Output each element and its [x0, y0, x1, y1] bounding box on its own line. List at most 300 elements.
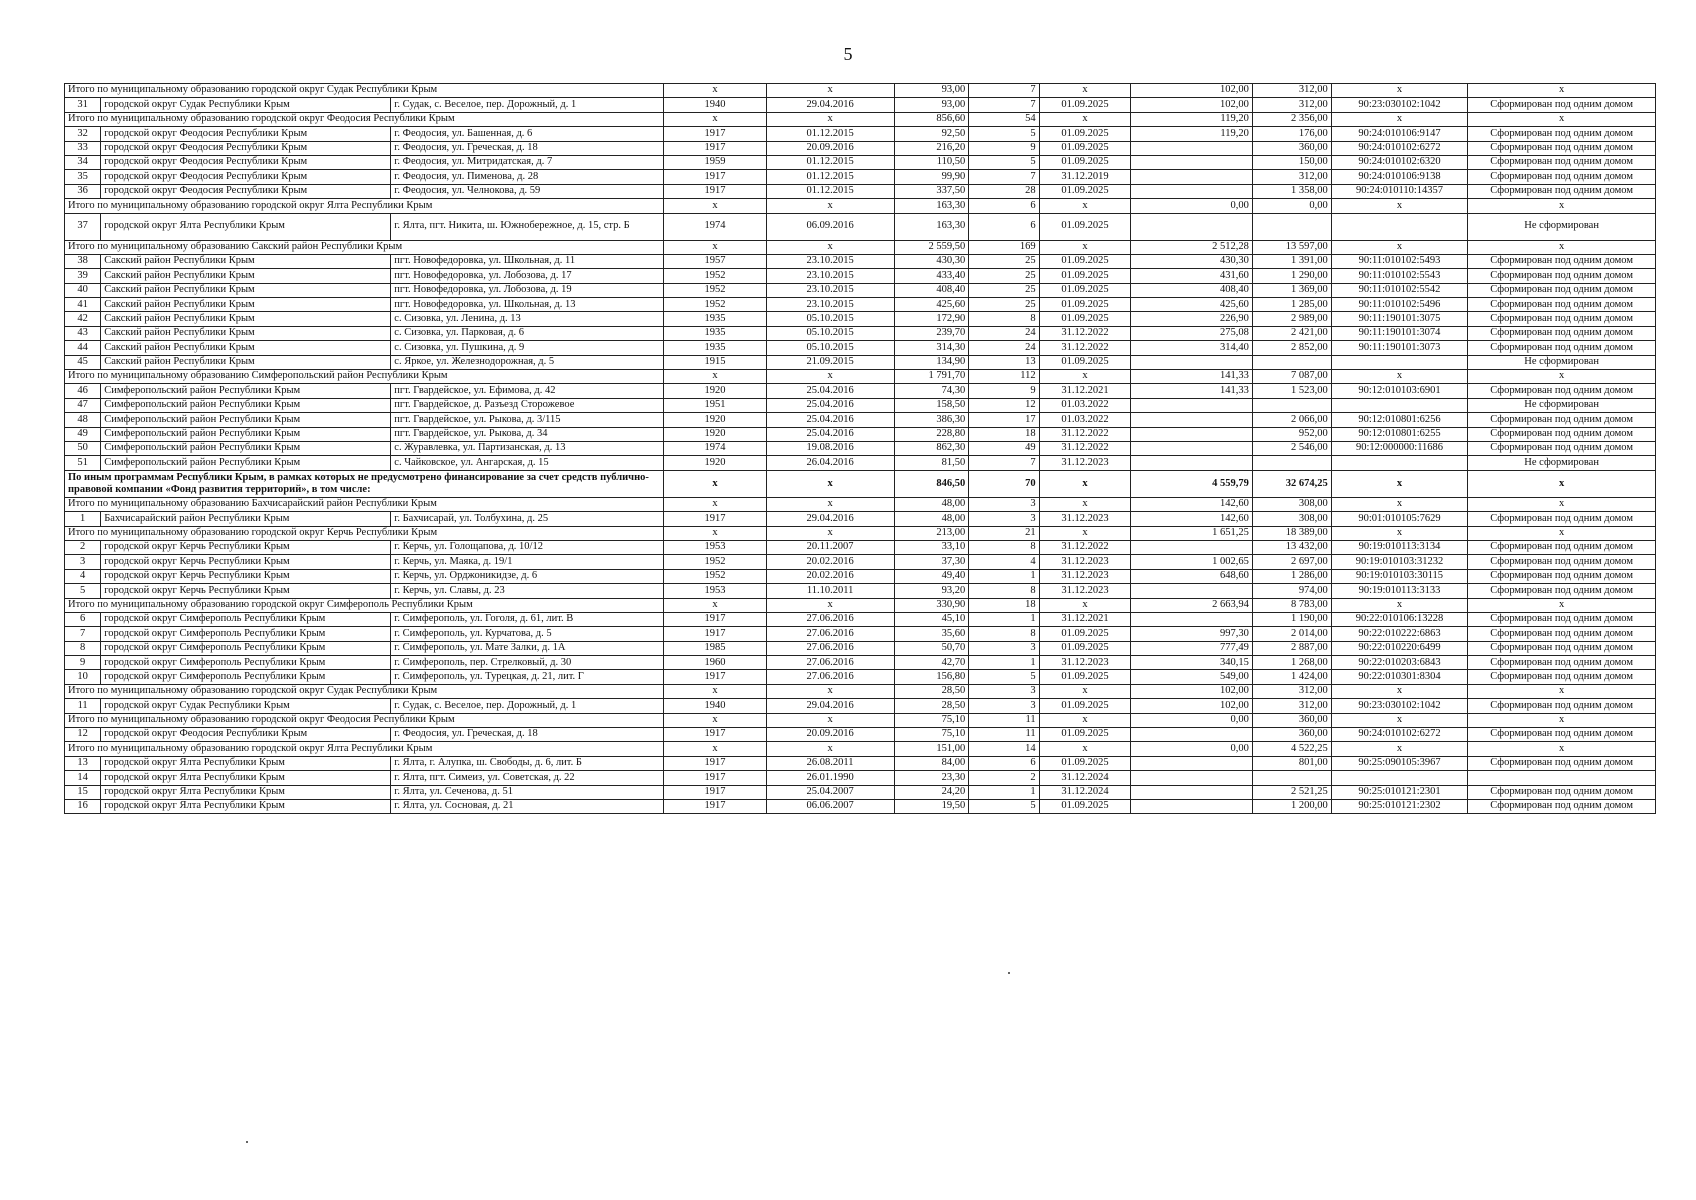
area-cell: 158,50: [894, 398, 969, 412]
row-number-cell: 50: [65, 441, 101, 455]
table-row: [65, 141, 1656, 155]
date-cell: x: [766, 684, 894, 698]
area-cell: 48,00: [894, 512, 969, 526]
value-cell: [1252, 355, 1331, 369]
residents-cell: 11: [969, 713, 1039, 727]
value-cell: 102,00: [1131, 84, 1253, 98]
year-cell: x: [664, 684, 766, 698]
row-number-cell: 15: [65, 785, 101, 799]
value-cell: 360,00: [1252, 728, 1331, 742]
planned-date-cell: 01.09.2025: [1039, 627, 1131, 641]
municipality-cell: Бахчисарайский район Республики Крым: [101, 512, 391, 526]
planned-date-cell: 01.09.2025: [1039, 155, 1131, 169]
municipality-cell: городской округ Феодосия Республики Крым: [101, 155, 391, 169]
value-cell: 1 523,00: [1252, 384, 1331, 398]
land-status-cell: Не сформирован: [1468, 213, 1656, 240]
planned-date-cell: 31.12.2022: [1039, 427, 1131, 441]
date-cell: 23.10.2015: [766, 283, 894, 297]
planned-date-cell: 01.09.2025: [1039, 213, 1131, 240]
date-cell: x: [766, 598, 894, 612]
value-cell: 312,00: [1252, 98, 1331, 112]
residents-cell: 24: [969, 341, 1039, 355]
value-cell: 549,00: [1131, 670, 1253, 684]
row-number-cell: 39: [65, 269, 101, 283]
value-cell: 13 597,00: [1252, 240, 1331, 254]
residents-cell: 54: [969, 112, 1039, 126]
date-cell: x: [766, 112, 894, 126]
year-cell: 1960: [664, 656, 766, 670]
value-cell: 1 268,00: [1252, 656, 1331, 670]
row-number-cell: 9: [65, 656, 101, 670]
address-cell: пгт. Новофедоровка, ул. Лобозова, д. 17: [391, 269, 664, 283]
date-cell: x: [766, 470, 894, 497]
table-row: [65, 584, 1656, 598]
cadastral-number-cell: 90:22:010106:13228: [1331, 612, 1467, 626]
planned-date-cell: x: [1039, 684, 1131, 698]
area-cell: 93,20: [894, 584, 969, 598]
cadastral-number-cell: 90:11:010102:5542: [1331, 283, 1467, 297]
municipality-cell: городской округ Керчь Республики Крым: [101, 540, 391, 554]
land-status-cell: Сформирован под одним домом: [1468, 283, 1656, 297]
table-row: [65, 456, 1656, 470]
year-cell: 1917: [664, 141, 766, 155]
residents-cell: 25: [969, 298, 1039, 312]
value-cell: [1131, 756, 1253, 770]
land-status-cell: Сформирован под одним домом: [1468, 184, 1656, 198]
planned-date-cell: 31.12.2024: [1039, 785, 1131, 799]
land-status-cell: x: [1468, 84, 1656, 98]
cadastral-number-cell: 90:19:010113:3134: [1331, 540, 1467, 554]
planned-date-cell: 01.09.2025: [1039, 141, 1131, 155]
subtotal-row: [65, 497, 1656, 511]
planned-date-cell: x: [1039, 598, 1131, 612]
value-cell: 425,60: [1131, 298, 1253, 312]
cadastral-number-cell: 90:12:010801:6255: [1331, 427, 1467, 441]
address-cell: г. Феодосия, ул. Греческая, д. 18: [391, 141, 664, 155]
year-cell: x: [664, 112, 766, 126]
municipality-cell: городской округ Керчь Республики Крым: [101, 584, 391, 598]
value-cell: 777,49: [1131, 641, 1253, 655]
cadastral-number-cell: 90:11:010102:5496: [1331, 298, 1467, 312]
cadastral-number-cell: 90:22:010203:6843: [1331, 656, 1467, 670]
land-status-cell: Не сформирован: [1468, 355, 1656, 369]
year-cell: 1917: [664, 728, 766, 742]
subtotal-row: [65, 240, 1656, 254]
land-status-cell: Сформирован под одним домом: [1468, 756, 1656, 770]
land-status-cell: x: [1468, 370, 1656, 384]
date-cell: 26.04.2016: [766, 456, 894, 470]
value-cell: 150,00: [1252, 155, 1331, 169]
year-cell: 1952: [664, 283, 766, 297]
planned-date-cell: x: [1039, 742, 1131, 756]
cadastral-number-cell: x: [1331, 598, 1467, 612]
date-cell: 05.10.2015: [766, 341, 894, 355]
row-number-cell: 49: [65, 427, 101, 441]
value-cell: [1131, 355, 1253, 369]
value-cell: [1131, 612, 1253, 626]
value-cell: 2 663,94: [1131, 598, 1253, 612]
value-cell: [1131, 170, 1253, 184]
planned-date-cell: 31.12.2021: [1039, 384, 1131, 398]
value-cell: 1 190,00: [1252, 612, 1331, 626]
planned-date-cell: x: [1039, 370, 1131, 384]
cadastral-number-cell: x: [1331, 526, 1467, 540]
address-cell: г. Судак, с. Веселое, пер. Дорожный, д. 1: [391, 699, 664, 713]
residents-cell: 7: [969, 170, 1039, 184]
value-cell: 312,00: [1252, 684, 1331, 698]
year-cell: 1985: [664, 641, 766, 655]
area-cell: 19,50: [894, 799, 969, 813]
value-cell: 312,00: [1252, 170, 1331, 184]
residents-cell: 70: [969, 470, 1039, 497]
value-cell: 4 522,25: [1252, 742, 1331, 756]
address-cell: г. Керчь, ул. Голощапова, д. 10/12: [391, 540, 664, 554]
year-cell: 1917: [664, 184, 766, 198]
year-cell: x: [664, 470, 766, 497]
address-cell: г. Симферополь, пер. Стрелковый, д. 30: [391, 656, 664, 670]
address-cell: г. Ялта, ул. Сеченова, д. 51: [391, 785, 664, 799]
address-cell: с. Сизовка, ул. Пушкина, д. 9: [391, 341, 664, 355]
year-cell: 1917: [664, 127, 766, 141]
value-cell: 312,00: [1252, 84, 1331, 98]
residents-cell: 18: [969, 598, 1039, 612]
area-cell: 425,60: [894, 298, 969, 312]
land-status-cell: Сформирован под одним домом: [1468, 612, 1656, 626]
municipality-cell: городской округ Симферополь Республики Крым: [101, 670, 391, 684]
table-row: [65, 540, 1656, 554]
value-cell: [1252, 771, 1331, 785]
cadastral-number-cell: 90:25:010121:2301: [1331, 785, 1467, 799]
residents-cell: 1: [969, 569, 1039, 583]
planned-date-cell: x: [1039, 240, 1131, 254]
value-cell: [1131, 398, 1253, 412]
value-cell: 0,00: [1252, 199, 1331, 213]
year-cell: 1917: [664, 771, 766, 785]
residents-cell: 8: [969, 627, 1039, 641]
residents-cell: 8: [969, 540, 1039, 554]
municipality-cell: городской округ Ялта Республики Крым: [101, 756, 391, 770]
land-status-cell: Сформирован под одним домом: [1468, 540, 1656, 554]
cadastral-number-cell: 90:12:010103:6901: [1331, 384, 1467, 398]
table-row: [65, 155, 1656, 169]
land-status-cell: Сформирован под одним домом: [1468, 141, 1656, 155]
planned-date-cell: 31.12.2023: [1039, 456, 1131, 470]
value-cell: [1131, 728, 1253, 742]
residents-cell: 3: [969, 512, 1039, 526]
value-cell: [1131, 427, 1253, 441]
residents-cell: 6: [969, 213, 1039, 240]
year-cell: 1952: [664, 555, 766, 569]
residents-cell: 5: [969, 155, 1039, 169]
area-cell: 856,60: [894, 112, 969, 126]
table-row: [65, 170, 1656, 184]
table-row: [65, 355, 1656, 369]
residents-cell: 12: [969, 398, 1039, 412]
planned-date-cell: 01.09.2025: [1039, 98, 1131, 112]
area-cell: 314,30: [894, 341, 969, 355]
land-status-cell: Сформирован под одним домом: [1468, 427, 1656, 441]
year-cell: 1940: [664, 699, 766, 713]
value-cell: 2 512,28: [1131, 240, 1253, 254]
year-cell: 1935: [664, 326, 766, 340]
address-cell: с. Сизовка, ул. Парковая, д. 6: [391, 326, 664, 340]
value-cell: [1131, 413, 1253, 427]
planned-date-cell: 01.09.2025: [1039, 699, 1131, 713]
date-cell: 29.04.2016: [766, 699, 894, 713]
value-cell: 7 087,00: [1252, 370, 1331, 384]
municipality-cell: городской округ Судак Республики Крым: [101, 98, 391, 112]
address-cell: г. Симферополь, ул. Турецкая, д. 21, лит. Г: [391, 670, 664, 684]
date-cell: 06.09.2016: [766, 213, 894, 240]
value-cell: 1 200,00: [1252, 799, 1331, 813]
row-number-cell: 51: [65, 456, 101, 470]
address-cell: г. Керчь, ул. Маяка, д. 19/1: [391, 555, 664, 569]
date-cell: x: [766, 199, 894, 213]
land-status-cell: Сформирован под одним домом: [1468, 728, 1656, 742]
row-number-cell: 5: [65, 584, 101, 598]
value-cell: 142,60: [1131, 512, 1253, 526]
date-cell: 19.08.2016: [766, 441, 894, 455]
subtotal-row: [65, 84, 1656, 98]
residents-cell: 1: [969, 785, 1039, 799]
cadastral-number-cell: 90:19:010103:31232: [1331, 555, 1467, 569]
value-cell: 32 674,25: [1252, 470, 1331, 497]
planned-date-cell: x: [1039, 84, 1131, 98]
planned-date-cell: x: [1039, 199, 1131, 213]
value-cell: 340,15: [1131, 656, 1253, 670]
area-cell: 216,20: [894, 141, 969, 155]
year-cell: 1953: [664, 584, 766, 598]
value-cell: 0,00: [1131, 199, 1253, 213]
value-cell: [1131, 141, 1253, 155]
area-cell: 49,40: [894, 569, 969, 583]
year-cell: 1917: [664, 785, 766, 799]
value-cell: [1131, 213, 1253, 240]
subtotal-label-cell: Итого по муниципальному образованию городской округ Судак Республики Крым: [65, 684, 664, 698]
row-number-cell: 12: [65, 728, 101, 742]
land-status-cell: x: [1468, 470, 1656, 497]
row-number-cell: 33: [65, 141, 101, 155]
address-cell: пгт. Гвардейское, ул. Рыкова, д. 34: [391, 427, 664, 441]
table-row: [65, 641, 1656, 655]
row-number-cell: 10: [65, 670, 101, 684]
area-cell: 433,40: [894, 269, 969, 283]
subtotal-row: [65, 199, 1656, 213]
table-row: [65, 213, 1656, 240]
year-cell: 1917: [664, 170, 766, 184]
address-cell: пгт. Гвардейское, ул. Рыкова, д. 3/115: [391, 413, 664, 427]
cadastral-number-cell: x: [1331, 470, 1467, 497]
municipality-cell: городской округ Керчь Республики Крым: [101, 569, 391, 583]
address-cell: г. Симферополь, ул. Курчатова, д. 5: [391, 627, 664, 641]
address-cell: г. Бахчисарай, ул. Толбухина, д. 25: [391, 512, 664, 526]
table-row: [65, 384, 1656, 398]
residents-cell: 14: [969, 742, 1039, 756]
municipality-cell: Симферопольский район Республики Крым: [101, 384, 391, 398]
area-cell: 99,90: [894, 170, 969, 184]
row-number-cell: 42: [65, 312, 101, 326]
address-cell: г. Ялта, пгт. Симеиз, ул. Советская, д. 22: [391, 771, 664, 785]
row-number-cell: 45: [65, 355, 101, 369]
land-status-cell: Сформирован под одним домом: [1468, 254, 1656, 268]
cadastral-number-cell: 90:12:000000:11686: [1331, 441, 1467, 455]
municipality-cell: городской округ Симферополь Республики Крым: [101, 627, 391, 641]
row-number-cell: 36: [65, 184, 101, 198]
municipality-cell: городской округ Симферополь Республики Крым: [101, 656, 391, 670]
page-number: 5: [843, 44, 853, 64]
planned-date-cell: 31.12.2023: [1039, 656, 1131, 670]
scan-speck: [246, 1141, 248, 1143]
table-row: [65, 512, 1656, 526]
cadastral-number-cell: x: [1331, 84, 1467, 98]
row-number-cell: 31: [65, 98, 101, 112]
planned-date-cell: 31.12.2022: [1039, 441, 1131, 455]
residents-cell: 25: [969, 283, 1039, 297]
value-cell: 2 989,00: [1252, 312, 1331, 326]
subtotal-label-cell: Итого по муниципальному образованию городской округ Судак Республики Крым: [65, 84, 664, 98]
value-cell: 176,00: [1252, 127, 1331, 141]
value-cell: 102,00: [1131, 98, 1253, 112]
address-cell: г. Судак, с. Веселое, пер. Дорожный, д. 1: [391, 98, 664, 112]
residents-cell: 7: [969, 98, 1039, 112]
value-cell: 648,60: [1131, 569, 1253, 583]
date-cell: 21.09.2015: [766, 355, 894, 369]
date-cell: 20.11.2007: [766, 540, 894, 554]
address-cell: г. Феодосия, ул. Башенная, д. 6: [391, 127, 664, 141]
planned-date-cell: 31.12.2024: [1039, 771, 1131, 785]
date-cell: 01.12.2015: [766, 184, 894, 198]
cadastral-number-cell: [1331, 355, 1467, 369]
planned-date-cell: 31.12.2023: [1039, 512, 1131, 526]
residents-cell: 3: [969, 699, 1039, 713]
planned-date-cell: 01.09.2025: [1039, 670, 1131, 684]
row-number-cell: 1: [65, 512, 101, 526]
value-cell: [1131, 540, 1253, 554]
date-cell: 20.09.2016: [766, 141, 894, 155]
land-status-cell: x: [1468, 112, 1656, 126]
row-number-cell: 6: [65, 612, 101, 626]
subtotal-row: [65, 526, 1656, 540]
value-cell: 312,00: [1252, 699, 1331, 713]
cadastral-number-cell: x: [1331, 112, 1467, 126]
value-cell: 2 356,00: [1252, 112, 1331, 126]
row-number-cell: 34: [65, 155, 101, 169]
value-cell: 13 432,00: [1252, 540, 1331, 554]
table-row: [65, 398, 1656, 412]
area-cell: 163,30: [894, 213, 969, 240]
table-row: [65, 341, 1656, 355]
planned-date-cell: 01.09.2025: [1039, 799, 1131, 813]
land-status-cell: x: [1468, 199, 1656, 213]
subtotal-label-cell: Итого по муниципальному образованию городской округ Феодосия Республики Крым: [65, 713, 664, 727]
value-cell: 2 066,00: [1252, 413, 1331, 427]
row-number-cell: 11: [65, 699, 101, 713]
area-cell: 81,50: [894, 456, 969, 470]
year-cell: 1917: [664, 627, 766, 641]
value-cell: 1 369,00: [1252, 283, 1331, 297]
land-status-cell: Сформирован под одним домом: [1468, 441, 1656, 455]
value-cell: 1 285,00: [1252, 298, 1331, 312]
cadastral-number-cell: x: [1331, 684, 1467, 698]
address-cell: г. Ялта, пгт. Никита, ш. Южнобережное, д. 15, стр. Б: [391, 213, 664, 240]
residents-cell: 112: [969, 370, 1039, 384]
area-cell: 213,00: [894, 526, 969, 540]
date-cell: x: [766, 84, 894, 98]
table-row: [65, 627, 1656, 641]
value-cell: [1131, 771, 1253, 785]
municipality-cell: Симферопольский район Республики Крым: [101, 441, 391, 455]
value-cell: 142,60: [1131, 497, 1253, 511]
area-cell: 862,30: [894, 441, 969, 455]
area-cell: 172,90: [894, 312, 969, 326]
program-label-cell: По иным программам Республики Крым, в рамках которых не предусмотрено финансирование за счет средств публично-правовой компании «Фонд развития территорий», в том числе:: [65, 470, 664, 497]
residents-cell: 7: [969, 84, 1039, 98]
cadastral-number-cell: 90:11:010102:5543: [1331, 269, 1467, 283]
address-cell: пгт. Новофедоровка, ул. Школьная, д. 11: [391, 254, 664, 268]
table-row: [65, 441, 1656, 455]
value-cell: 408,40: [1131, 283, 1253, 297]
municipality-cell: Сакский район Республики Крым: [101, 312, 391, 326]
area-cell: 48,00: [894, 497, 969, 511]
area-cell: 28,50: [894, 684, 969, 698]
value-cell: 0,00: [1131, 713, 1253, 727]
cadastral-number-cell: 90:01:010105:7629: [1331, 512, 1467, 526]
value-cell: 1 651,25: [1131, 526, 1253, 540]
address-cell: г. Феодосия, ул. Митридатская, д. 7: [391, 155, 664, 169]
cadastral-number-cell: x: [1331, 199, 1467, 213]
value-cell: 314,40: [1131, 341, 1253, 355]
year-cell: 1935: [664, 312, 766, 326]
planned-date-cell: x: [1039, 713, 1131, 727]
date-cell: 01.12.2015: [766, 155, 894, 169]
row-number-cell: 41: [65, 298, 101, 312]
year-cell: 1940: [664, 98, 766, 112]
table-row: [65, 254, 1656, 268]
address-cell: г. Симферополь, ул. Гоголя, д. 61, лит. В: [391, 612, 664, 626]
year-cell: 1917: [664, 756, 766, 770]
value-cell: 2 697,00: [1252, 555, 1331, 569]
value-cell: 308,00: [1252, 512, 1331, 526]
year-cell: 1917: [664, 612, 766, 626]
value-cell: 2 852,00: [1252, 341, 1331, 355]
row-number-cell: 4: [65, 569, 101, 583]
address-cell: г. Феодосия, ул. Челнокова, д. 59: [391, 184, 664, 198]
subtotal-row: [65, 370, 1656, 384]
year-cell: 1920: [664, 427, 766, 441]
row-number-cell: 7: [65, 627, 101, 641]
value-cell: 2 521,25: [1252, 785, 1331, 799]
row-number-cell: 8: [65, 641, 101, 655]
planned-date-cell: 31.12.2021: [1039, 612, 1131, 626]
area-cell: 23,30: [894, 771, 969, 785]
table-row: [65, 127, 1656, 141]
table-row: [65, 771, 1656, 785]
date-cell: 23.10.2015: [766, 254, 894, 268]
cadastral-number-cell: 90:19:010113:3133: [1331, 584, 1467, 598]
planned-date-cell: 01.09.2025: [1039, 184, 1131, 198]
land-status-cell: Не сформирован: [1468, 456, 1656, 470]
table-row: [65, 184, 1656, 198]
value-cell: 431,60: [1131, 269, 1253, 283]
land-status-cell: Сформирован под одним домом: [1468, 312, 1656, 326]
date-cell: 20.09.2016: [766, 728, 894, 742]
land-status-cell: Сформирован под одним домом: [1468, 298, 1656, 312]
address-cell: г. Феодосия, ул. Греческая, д. 18: [391, 728, 664, 742]
date-cell: x: [766, 240, 894, 254]
date-cell: 29.04.2016: [766, 98, 894, 112]
address-cell: г. Феодосия, ул. Пименова, д. 28: [391, 170, 664, 184]
planned-date-cell: 31.12.2023: [1039, 555, 1131, 569]
